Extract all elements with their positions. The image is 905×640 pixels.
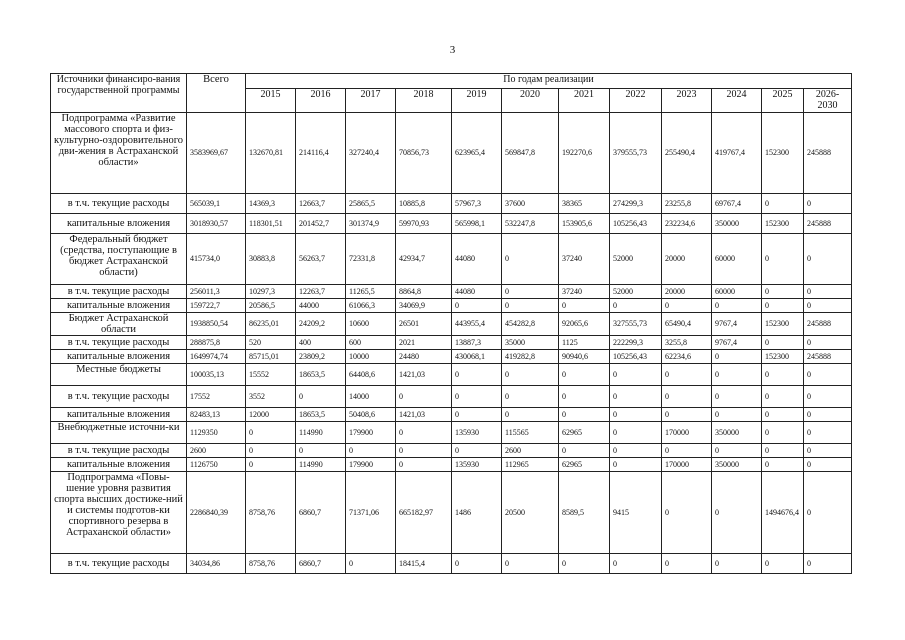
table-row — [51, 313, 852, 336]
year-value-cell: 0 — [662, 554, 712, 574]
year-value-cell: 0 — [502, 554, 559, 574]
row-source-label: Бюджет Астраханской области — [51, 313, 187, 336]
year-value-cell: 44080 — [452, 285, 502, 299]
year-value-cell: 443955,4 — [452, 313, 502, 336]
year-value-cell: 0 — [662, 299, 712, 313]
year-value-cell: 26501 — [396, 313, 452, 336]
year-value-cell: 0 — [662, 386, 712, 408]
row-source-label: капитальные вложения — [51, 299, 187, 313]
row-source-label: в т.ч. текущие расходы — [51, 336, 187, 350]
year-value-cell: 454282,8 — [502, 313, 559, 336]
year-value-cell: 0 — [452, 444, 502, 458]
table-row — [51, 194, 852, 214]
year-value-cell: 153905,6 — [559, 214, 610, 234]
year-value-cell: 0 — [762, 364, 804, 386]
year-value-cell: 60000 — [712, 234, 762, 285]
total-column-header: Всего — [187, 74, 246, 113]
year-header: 2021 — [559, 89, 610, 113]
row-total-value: 415734,0 — [187, 234, 246, 285]
year-value-cell: 0 — [804, 472, 852, 554]
table-row — [51, 234, 852, 285]
row-total-value: 82483,13 — [187, 408, 246, 422]
table-row — [51, 364, 852, 386]
year-value-cell: 0 — [762, 194, 804, 214]
year-value-cell: 1494676,4 — [762, 472, 804, 554]
year-value-cell: 0 — [804, 386, 852, 408]
years-header: По годам реализации — [246, 74, 852, 89]
year-value-cell: 0 — [804, 336, 852, 350]
year-value-cell: 419282,8 — [502, 350, 559, 364]
year-value-cell: 23255,8 — [662, 194, 712, 214]
year-value-cell: 0 — [762, 336, 804, 350]
year-value-cell: 6860,7 — [296, 472, 346, 554]
year-value-cell: 350000 — [712, 422, 762, 444]
year-value-cell: 44000 — [296, 299, 346, 313]
row-source-label: капитальные вложения — [51, 408, 187, 422]
year-value-cell: 569847,8 — [502, 113, 559, 194]
year-value-cell: 20000 — [662, 285, 712, 299]
row-total-value: 34034,86 — [187, 554, 246, 574]
table-row — [51, 472, 852, 554]
year-value-cell: 1421,03 — [396, 408, 452, 422]
year-value-cell: 0 — [804, 408, 852, 422]
year-value-cell: 0 — [712, 299, 762, 313]
year-value-cell: 0 — [804, 194, 852, 214]
year-value-cell: 92065,6 — [559, 313, 610, 336]
year-value-cell: 85715,01 — [246, 350, 296, 364]
source-column-header: Источники финансиро-вания государственной программы — [51, 74, 187, 113]
year-value-cell: 71371,06 — [346, 472, 396, 554]
row-total-value: 2286840,39 — [187, 472, 246, 554]
year-value-cell: 222299,3 — [610, 336, 662, 350]
row-source-label: в т.ч. текущие расходы — [51, 386, 187, 408]
year-value-cell: 152300 — [762, 214, 804, 234]
year-value-cell: 201452,7 — [296, 214, 346, 234]
year-value-cell: 245888 — [804, 113, 852, 194]
year-value-cell: 0 — [502, 386, 559, 408]
year-header: 2026-2030 — [804, 89, 852, 113]
year-value-cell: 69767,4 — [712, 194, 762, 214]
year-value-cell: 114990 — [296, 458, 346, 472]
year-value-cell: 86235,01 — [246, 313, 296, 336]
year-value-cell: 0 — [804, 422, 852, 444]
year-value-cell: 0 — [762, 422, 804, 444]
year-value-cell: 0 — [296, 386, 346, 408]
year-value-cell: 327555,73 — [610, 313, 662, 336]
year-value-cell: 70856,73 — [396, 113, 452, 194]
table-row — [51, 350, 852, 364]
year-value-cell: 301374,9 — [346, 214, 396, 234]
year-value-cell: 0 — [452, 299, 502, 313]
table-row — [51, 554, 852, 574]
row-total-value: 1938850,54 — [187, 313, 246, 336]
year-value-cell: 72331,8 — [346, 234, 396, 285]
year-value-cell: 0 — [712, 350, 762, 364]
year-header: 2023 — [662, 89, 712, 113]
year-value-cell: 0 — [610, 554, 662, 574]
year-value-cell: 245888 — [804, 350, 852, 364]
year-value-cell: 1125 — [559, 336, 610, 350]
year-value-cell: 62965 — [559, 458, 610, 472]
year-value-cell: 274299,3 — [610, 194, 662, 214]
row-source-label: в т.ч. текущие расходы — [51, 194, 187, 214]
year-value-cell: 12663,7 — [296, 194, 346, 214]
year-value-cell: 112965 — [502, 458, 559, 472]
year-value-cell: 59970,93 — [396, 214, 452, 234]
table-row — [51, 336, 852, 350]
year-value-cell: 0 — [396, 422, 452, 444]
year-value-cell: 11265,5 — [346, 285, 396, 299]
year-value-cell: 1421,03 — [396, 364, 452, 386]
year-value-cell: 8589,5 — [559, 472, 610, 554]
year-value-cell: 623965,4 — [452, 113, 502, 194]
year-value-cell: 64408,6 — [346, 364, 396, 386]
year-header: 2019 — [452, 89, 502, 113]
year-value-cell: 0 — [804, 458, 852, 472]
year-value-cell: 57967,3 — [452, 194, 502, 214]
year-value-cell: 0 — [502, 364, 559, 386]
year-value-cell: 35000 — [502, 336, 559, 350]
year-value-cell: 9415 — [610, 472, 662, 554]
year-value-cell: 105256,43 — [610, 214, 662, 234]
year-value-cell: 42934,7 — [396, 234, 452, 285]
year-header: 2025 — [762, 89, 804, 113]
year-value-cell: 665182,97 — [396, 472, 452, 554]
year-value-cell: 170000 — [662, 422, 712, 444]
year-value-cell: 214116,4 — [296, 113, 346, 194]
year-value-cell: 18653,5 — [296, 364, 346, 386]
row-total-value: 1649974,74 — [187, 350, 246, 364]
year-value-cell: 0 — [559, 408, 610, 422]
year-value-cell: 8758,76 — [246, 472, 296, 554]
year-value-cell: 8758,76 — [246, 554, 296, 574]
year-value-cell: 135930 — [452, 422, 502, 444]
year-value-cell: 10600 — [346, 313, 396, 336]
year-header: 2020 — [502, 89, 559, 113]
year-value-cell: 0 — [610, 364, 662, 386]
year-value-cell: 1486 — [452, 472, 502, 554]
table-row — [51, 113, 852, 194]
table-row — [51, 386, 852, 408]
row-total-value: 1126750 — [187, 458, 246, 472]
year-value-cell: 20586,5 — [246, 299, 296, 313]
year-value-cell: 13887,3 — [452, 336, 502, 350]
row-source-label: капитальные вложения — [51, 214, 187, 234]
year-value-cell: 0 — [762, 444, 804, 458]
year-value-cell: 0 — [712, 472, 762, 554]
year-value-cell: 0 — [502, 234, 559, 285]
year-header: 2015 — [246, 89, 296, 113]
year-value-cell: 170000 — [662, 458, 712, 472]
year-value-cell: 9767,4 — [712, 336, 762, 350]
row-source-label: Подпрограмма «Развитие массового спорта и физ-культурно-оздоровительного дви-жения в Астраханской области» — [51, 113, 187, 194]
row-source-label: в т.ч. текущие расходы — [51, 554, 187, 574]
year-header: 2016 — [296, 89, 346, 113]
year-value-cell: 12263,7 — [296, 285, 346, 299]
year-value-cell: 6860,7 — [296, 554, 346, 574]
year-value-cell: 0 — [559, 554, 610, 574]
row-source-label: в т.ч. текущие расходы — [51, 285, 187, 299]
year-value-cell: 2021 — [396, 336, 452, 350]
year-value-cell: 0 — [804, 234, 852, 285]
year-value-cell: 135930 — [452, 458, 502, 472]
year-value-cell: 15552 — [246, 364, 296, 386]
year-value-cell: 56263,7 — [296, 234, 346, 285]
year-value-cell: 90940,6 — [559, 350, 610, 364]
table-row — [51, 408, 852, 422]
row-total-value: 565039,1 — [187, 194, 246, 214]
year-value-cell: 419767,4 — [712, 113, 762, 194]
row-total-value: 288875,8 — [187, 336, 246, 350]
year-value-cell: 0 — [610, 386, 662, 408]
year-value-cell: 0 — [559, 444, 610, 458]
year-value-cell: 118301,51 — [246, 214, 296, 234]
row-source-label: Внебюджетные источни-ки — [51, 422, 187, 444]
year-value-cell: 0 — [804, 444, 852, 458]
year-value-cell: 0 — [452, 364, 502, 386]
year-header: 2017 — [346, 89, 396, 113]
year-value-cell: 0 — [246, 422, 296, 444]
year-value-cell: 0 — [502, 299, 559, 313]
year-value-cell: 37240 — [559, 234, 610, 285]
year-value-cell: 0 — [296, 444, 346, 458]
row-total-value: 256011,3 — [187, 285, 246, 299]
year-value-cell: 60000 — [712, 285, 762, 299]
row-source-label: в т.ч. текущие расходы — [51, 444, 187, 458]
year-value-cell: 50408,6 — [346, 408, 396, 422]
year-value-cell: 37600 — [502, 194, 559, 214]
year-value-cell: 23809,2 — [296, 350, 346, 364]
year-value-cell: 3255,8 — [662, 336, 712, 350]
year-value-cell: 152300 — [762, 350, 804, 364]
year-value-cell: 0 — [762, 299, 804, 313]
year-value-cell: 9767,4 — [712, 313, 762, 336]
year-value-cell: 0 — [662, 472, 712, 554]
table-row — [51, 214, 852, 234]
year-header: 2024 — [712, 89, 762, 113]
page-number: 3 — [449, 44, 456, 56]
year-value-cell: 0 — [396, 386, 452, 408]
row-total-value: 17552 — [187, 386, 246, 408]
year-value-cell: 18653,5 — [296, 408, 346, 422]
year-value-cell: 3552 — [246, 386, 296, 408]
year-value-cell: 62234,6 — [662, 350, 712, 364]
row-source-label: Федеральный бюджет (средства, поступающие в бюджет Астраханской области) — [51, 234, 187, 285]
year-value-cell: 34069,9 — [396, 299, 452, 313]
table-row — [51, 299, 852, 313]
year-value-cell: 0 — [559, 386, 610, 408]
year-value-cell: 192270,6 — [559, 113, 610, 194]
year-value-cell: 37240 — [559, 285, 610, 299]
year-value-cell: 38365 — [559, 194, 610, 214]
year-value-cell: 20000 — [662, 234, 712, 285]
year-value-cell: 0 — [559, 299, 610, 313]
year-value-cell: 0 — [712, 444, 762, 458]
year-value-cell: 12000 — [246, 408, 296, 422]
year-value-cell: 0 — [762, 386, 804, 408]
financing-table — [50, 73, 852, 574]
table-row — [51, 285, 852, 299]
year-value-cell: 179900 — [346, 422, 396, 444]
year-value-cell: 0 — [610, 444, 662, 458]
table-row — [51, 444, 852, 458]
year-value-cell: 52000 — [610, 234, 662, 285]
year-value-cell: 520 — [246, 336, 296, 350]
year-value-cell: 0 — [610, 408, 662, 422]
year-value-cell: 0 — [662, 364, 712, 386]
year-value-cell: 0 — [396, 444, 452, 458]
year-value-cell: 0 — [762, 285, 804, 299]
year-value-cell: 0 — [452, 408, 502, 422]
year-value-cell: 0 — [712, 554, 762, 574]
year-value-cell: 0 — [346, 554, 396, 574]
year-value-cell: 532247,8 — [502, 214, 559, 234]
year-value-cell: 44080 — [452, 234, 502, 285]
year-value-cell: 255490,4 — [662, 113, 712, 194]
year-value-cell: 152300 — [762, 113, 804, 194]
year-value-cell: 14000 — [346, 386, 396, 408]
year-value-cell: 152300 — [762, 313, 804, 336]
year-value-cell: 0 — [762, 408, 804, 422]
year-value-cell: 18415,4 — [396, 554, 452, 574]
year-value-cell: 10000 — [346, 350, 396, 364]
year-value-cell: 245888 — [804, 313, 852, 336]
year-value-cell: 0 — [662, 444, 712, 458]
year-value-cell: 232234,6 — [662, 214, 712, 234]
year-value-cell: 62965 — [559, 422, 610, 444]
year-value-cell: 350000 — [712, 458, 762, 472]
year-value-cell: 430068,1 — [452, 350, 502, 364]
year-value-cell: 8864,8 — [396, 285, 452, 299]
row-total-value: 3018930,57 — [187, 214, 246, 234]
year-value-cell: 0 — [804, 364, 852, 386]
year-value-cell: 0 — [396, 458, 452, 472]
year-value-cell: 400 — [296, 336, 346, 350]
year-value-cell: 0 — [762, 554, 804, 574]
year-value-cell: 379555,73 — [610, 113, 662, 194]
year-value-cell: 24209,2 — [296, 313, 346, 336]
year-value-cell: 10885,8 — [396, 194, 452, 214]
year-value-cell: 65490,4 — [662, 313, 712, 336]
year-value-cell: 0 — [712, 408, 762, 422]
row-source-label: капитальные вложения — [51, 350, 187, 364]
year-header: 2018 — [396, 89, 452, 113]
year-value-cell: 30883,8 — [246, 234, 296, 285]
year-value-cell: 20500 — [502, 472, 559, 554]
year-value-cell: 25865,5 — [346, 194, 396, 214]
year-value-cell: 0 — [502, 285, 559, 299]
year-value-cell: 327240,4 — [346, 113, 396, 194]
year-value-cell: 0 — [712, 386, 762, 408]
year-value-cell: 0 — [610, 299, 662, 313]
year-value-cell: 61066,3 — [346, 299, 396, 313]
year-value-cell: 0 — [762, 458, 804, 472]
year-value-cell: 0 — [452, 554, 502, 574]
year-value-cell: 565998,1 — [452, 214, 502, 234]
row-source-label: капитальные вложения — [51, 458, 187, 472]
year-value-cell: 52000 — [610, 285, 662, 299]
year-value-cell: 0 — [246, 444, 296, 458]
year-value-cell: 10297,3 — [246, 285, 296, 299]
table-row — [51, 422, 852, 444]
year-value-cell: 350000 — [712, 214, 762, 234]
year-value-cell: 0 — [712, 364, 762, 386]
year-value-cell: 0 — [502, 408, 559, 422]
year-value-cell: 0 — [246, 458, 296, 472]
year-value-cell: 132670,81 — [246, 113, 296, 194]
year-value-cell: 0 — [610, 422, 662, 444]
row-total-value: 3583969,67 — [187, 113, 246, 194]
year-value-cell: 0 — [804, 554, 852, 574]
year-value-cell: 0 — [662, 408, 712, 422]
year-value-cell: 600 — [346, 336, 396, 350]
row-source-label: Местные бюджеты — [51, 364, 187, 386]
year-header: 2022 — [610, 89, 662, 113]
year-value-cell: 0 — [559, 364, 610, 386]
row-total-value: 2600 — [187, 444, 246, 458]
year-value-cell: 0 — [762, 234, 804, 285]
year-value-cell: 105256,43 — [610, 350, 662, 364]
year-value-cell: 245888 — [804, 214, 852, 234]
year-value-cell: 179900 — [346, 458, 396, 472]
year-value-cell: 0 — [610, 458, 662, 472]
year-value-cell: 0 — [346, 444, 396, 458]
year-value-cell: 14369,3 — [246, 194, 296, 214]
table-row — [51, 458, 852, 472]
year-value-cell: 0 — [452, 386, 502, 408]
row-source-label: Подпрограмма «Повы-шение уровня развития спорта высших достиже-ний и системы подготов-ки спортивного резерва в Астраханской области» — [51, 472, 187, 554]
row-total-value: 159722,7 — [187, 299, 246, 313]
year-value-cell: 114990 — [296, 422, 346, 444]
year-value-cell: 0 — [804, 299, 852, 313]
year-value-cell: 2600 — [502, 444, 559, 458]
row-total-value: 100035,13 — [187, 364, 246, 386]
year-value-cell: 24480 — [396, 350, 452, 364]
row-total-value: 1129350 — [187, 422, 246, 444]
year-value-cell: 115565 — [502, 422, 559, 444]
year-value-cell: 0 — [804, 285, 852, 299]
